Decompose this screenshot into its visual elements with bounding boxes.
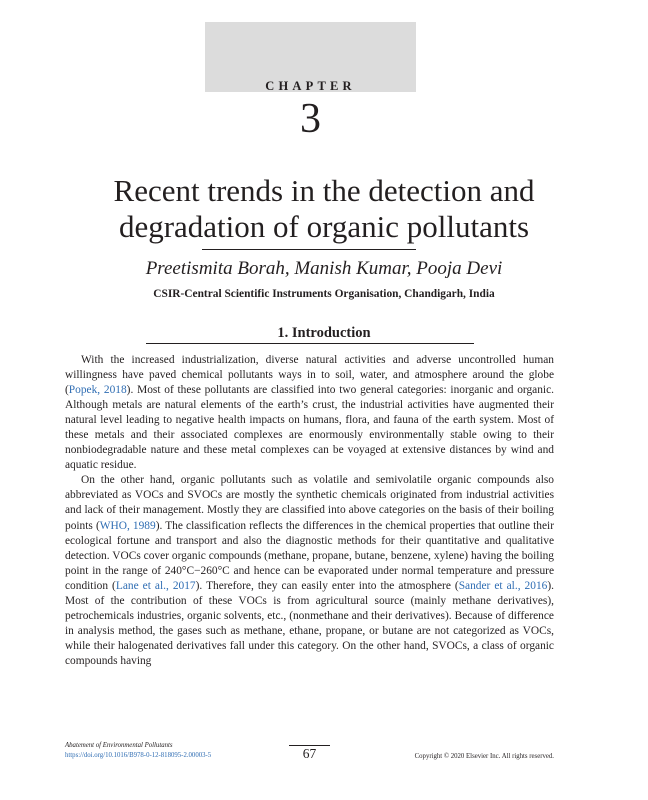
chapter-title-line-1: Recent trends in the detection and — [113, 173, 535, 208]
text-run: ). Most of the contribution of these VOCs is from agricultural source (mainly methane derivatives), petrochemicals industries, organic solvents, etc., (nonmethane and their derivatives). Because of difference in analysis method, the gases such as methane, ethane, propane, or butane are not categorized as VOCs, while their halogenated derivatives fall under this category. On the other hand, SVOCs, a class of organic compounds having — [65, 579, 554, 667]
section-divider — [146, 343, 474, 344]
text-run: ). Most of these pollutants are classified into two general categories: inorganic and organic. Although metals are natural elements of the earth’s crust, the industrial activities have augmented their natural level leading to negative health impacts on humans, flora, and fauna of the earth system. Most of these metals and their associated complexes are enormously environmentally stable owing to their nonbiodegradable nature and these metal complexes can be voyaged at extensive distances by wind and aquatic residue. — [65, 384, 554, 472]
chapter-title-line-2: degradation of organic pollutants — [118, 209, 530, 244]
author-list: Preetismita Borah, Manish Kumar, Pooja Devi — [145, 258, 503, 279]
paragraph — [65, 353, 554, 473]
chapter-label: CHAPTER — [265, 79, 356, 93]
doi-link[interactable]: https://doi.org/10.1016/B978-0-12-818095-2.00003-5 — [65, 752, 212, 759]
paragraph — [65, 473, 554, 669]
section-heading: 1. Introduction — [277, 325, 371, 341]
title-divider — [202, 249, 416, 250]
citation-link[interactable]: WHO, 1989 — [99, 519, 156, 532]
footer-source — [65, 741, 285, 761]
copyright-notice: Copyright © 2020 Elsevier Inc. All rights reserved. — [414, 753, 554, 760]
citation-link[interactable]: Popek, 2018 — [68, 384, 127, 397]
page-number: 67 — [302, 746, 317, 761]
text-run: ). Therefore, they can easily enter into the atmosphere ( — [195, 579, 459, 592]
body-text — [65, 353, 554, 669]
chapter-number: 3 — [300, 96, 321, 142]
citation-link[interactable]: Sander et al., 2016 — [458, 579, 548, 592]
text-run: ). The classification reflects the differences in the chemical properties that outline their ecological fortune and transport and also the diagnostic methods for their quantitative and qualitative detection. VOCs cover organic compounds (methane, propane, butane, benzene, xylene) having the boiling point in the range of 240°C−260°C and hence can be evaporated under normal temperature and pressure condition ( — [65, 519, 554, 592]
affiliation: CSIR-Central Scientific Instruments Organisation, Chandigarh, India — [153, 288, 495, 300]
citation-link[interactable]: Lane et al., 2017 — [115, 579, 196, 592]
journal-name: Abatement of Environmental Pollutants — [65, 742, 173, 749]
text-run: On the other hand, organic pollutants such as volatile and semivolatile organic compounds also abbreviated as VOCs and SVOCs are mostly the synthetic chemicals originated from industrial activities and lack of their management. Mostly they are classified into above categories on the basis of their boiling points ( — [65, 474, 554, 532]
chapter-title — [40, 173, 608, 245]
text-run: With the increased industrialization, diverse natural activities and adverse uncontrolled human willingness have paved chemical pollutants ways in to soil, water, and atmosphere around the globe ( — [65, 354, 554, 397]
